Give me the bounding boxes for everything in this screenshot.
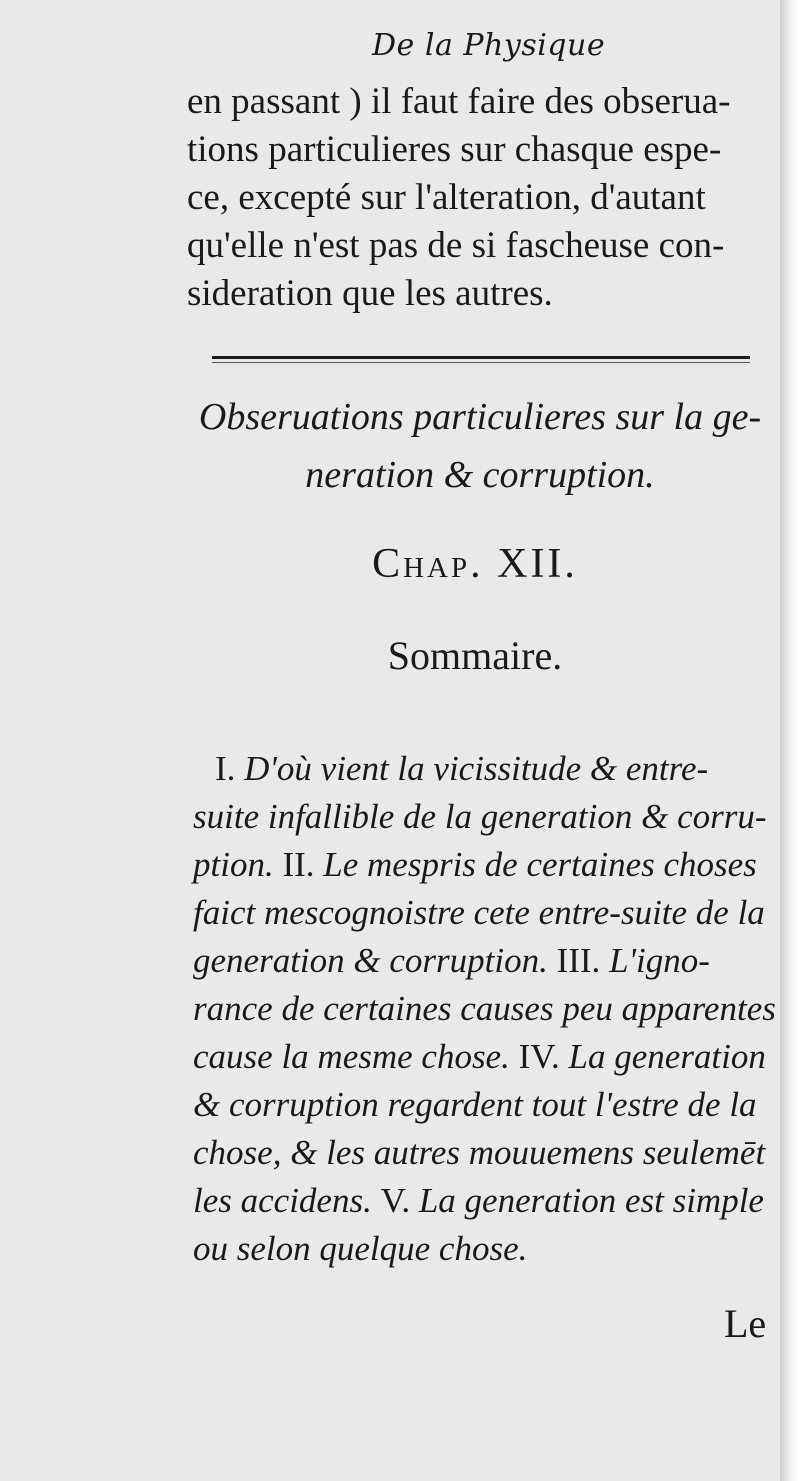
section-rule-thin [212,362,750,363]
sommaire-heading: Sommaire. [387,633,563,678]
page-edge [780,0,800,1481]
summary-text: ption. [193,845,283,884]
summary-text: les accidens. [193,1181,381,1220]
summary-text: ou selon quelque chose. [193,1229,528,1268]
item-number: III. [556,941,601,980]
item-number: V. [380,1181,411,1220]
item-number: I. [215,749,236,788]
section-title-line: neration & corruption. [305,454,655,496]
summary-text: La generation [559,1037,766,1076]
catchword: Le [724,1301,767,1346]
section-rule [212,356,750,359]
summary-line [193,985,778,1033]
section-title [190,388,770,504]
summary-text: cause la mesme chose. [193,1037,519,1076]
body-line: sideration que les autres. [187,273,553,314]
summary-line [193,793,778,841]
body-line: en passant ) il faut faire des obserua- [187,81,731,122]
summary-line [193,1225,778,1273]
summary-line [193,745,778,793]
summary-text: Le mespris de certaines choses [314,845,757,884]
body-line: qu'elle n'est pas de si fascheuse con- [187,225,725,266]
body-line: tions particulieres sur chasque espe- [187,129,722,170]
summary-line [193,1033,778,1081]
chapter-prefix: Chap. [372,541,484,587]
summary-line [193,1177,778,1225]
summary-block [193,745,778,1273]
summary-text: La generation est simple [410,1181,764,1220]
summary-text: suite infallible de la generation & corru- [193,797,767,836]
summary-text: chose, & les autres mouuemens seulemēt [193,1133,766,1172]
summary-line [193,1081,778,1129]
summary-text: L'igno- [600,941,710,980]
section-title-line: Obseruations particulieres sur la ge- [198,396,762,438]
summary-line [193,1129,778,1177]
summary-text: faict mescognoistre cete entre-suite de la [193,893,765,932]
summary-line [193,937,778,985]
item-number: II. [282,845,315,884]
body-line: ce, excepté sur l'alteration, d'autant [187,177,706,218]
summary-text: generation & corruption. [193,941,557,980]
summary-line [193,889,778,937]
summary-text: & corruption regardent tout l'estre de la [193,1085,757,1124]
chapter-number: XII. [497,541,578,587]
item-number: IV. [518,1037,560,1076]
body-text [187,78,767,318]
summary-text: D'où vient la vicissitude & entre- [235,749,709,788]
running-head: De la Physique [372,28,606,63]
summary-text: rance de certaines causes peu apparentes [193,989,776,1028]
chapter-heading [0,540,780,588]
summary-line [193,841,778,889]
